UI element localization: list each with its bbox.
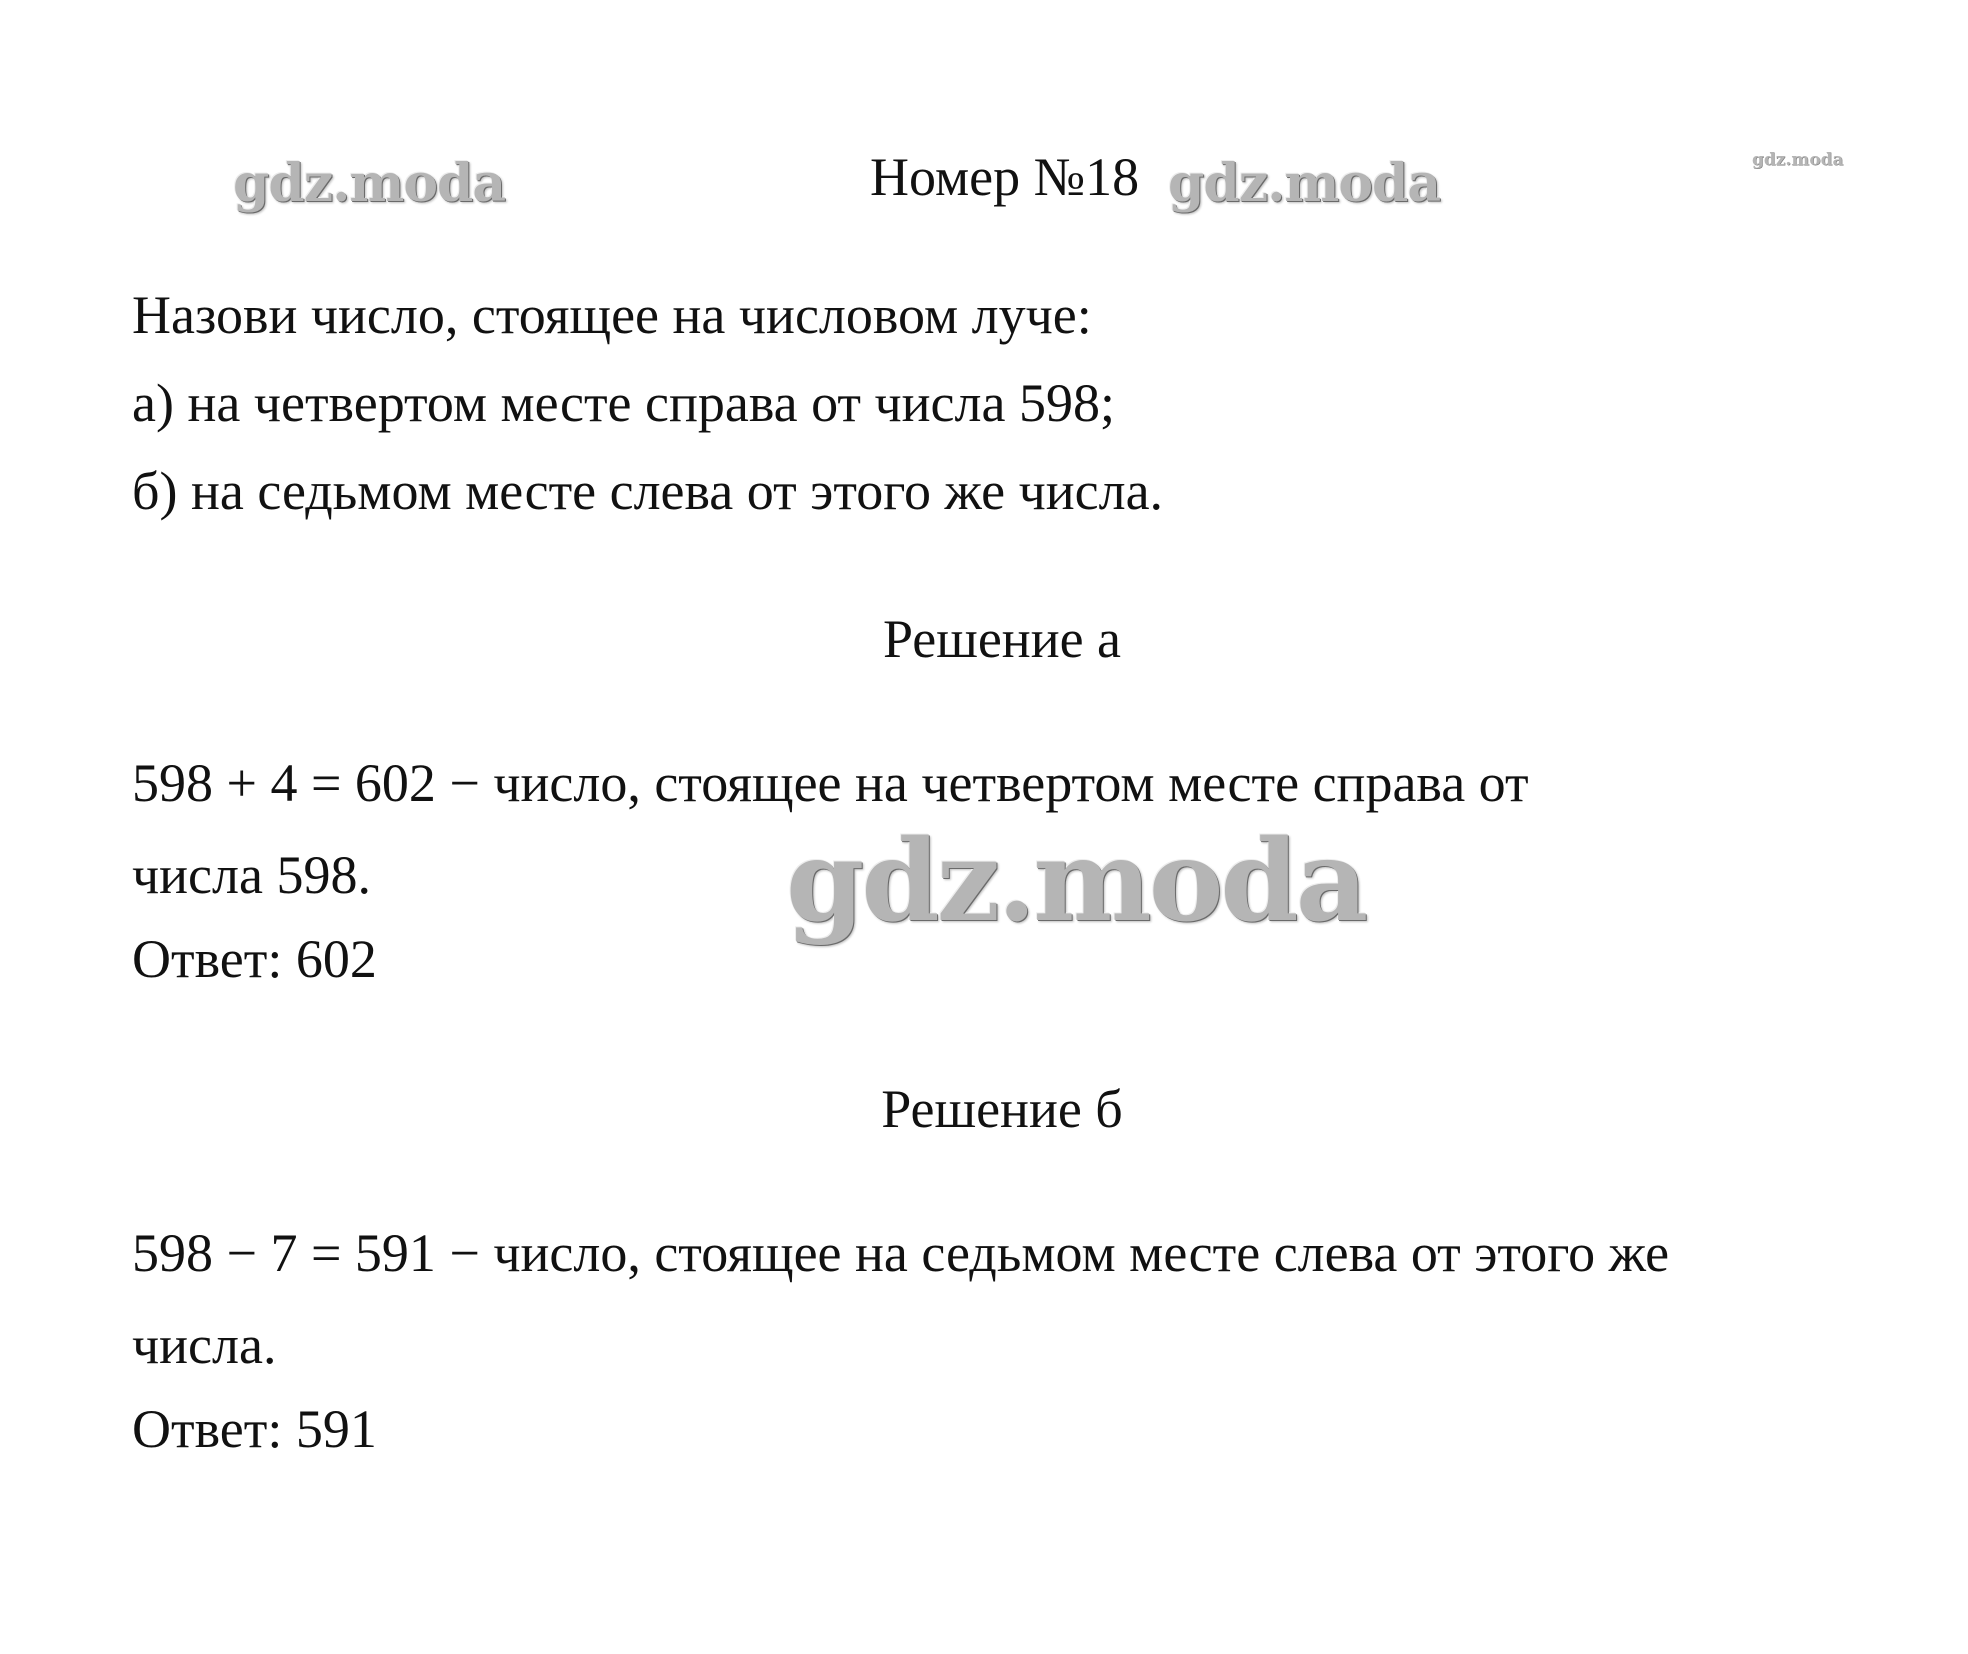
solution-a-line2: числа 598. bbox=[132, 845, 371, 905]
solution-b-line1: 598 − 7 = 591 − число, стоящее на седьмом месте слева от этого же bbox=[132, 1223, 1670, 1283]
watermark-top-right: gdz.moda bbox=[1752, 150, 1844, 170]
page-title: Номер №18 bbox=[870, 147, 1140, 207]
solution-a-answer: Ответ: 602 bbox=[132, 929, 377, 989]
task-part-b: б) на седьмом месте слева от этого же числа. bbox=[132, 461, 1164, 521]
solution-b-heading: Решение б bbox=[881, 1079, 1123, 1139]
task-part-a: а) на четвертом месте справа от числа 598; bbox=[132, 373, 1115, 433]
solution-b-line2: числа. bbox=[132, 1315, 277, 1375]
watermark-top-left: gdz.moda bbox=[233, 153, 506, 214]
watermark-center: gdz.moda bbox=[786, 816, 1366, 947]
watermark-top-center: gdz.moda bbox=[1168, 153, 1441, 214]
task-intro: Назови число, стоящее на числовом луче: bbox=[132, 285, 1092, 345]
solution-a-line1: 598 + 4 = 602 − число, стоящее на четвертом месте справа от bbox=[132, 753, 1529, 813]
solution-a-heading: Решение а bbox=[882, 609, 1122, 669]
solution-b-answer: Ответ: 591 bbox=[132, 1399, 377, 1459]
